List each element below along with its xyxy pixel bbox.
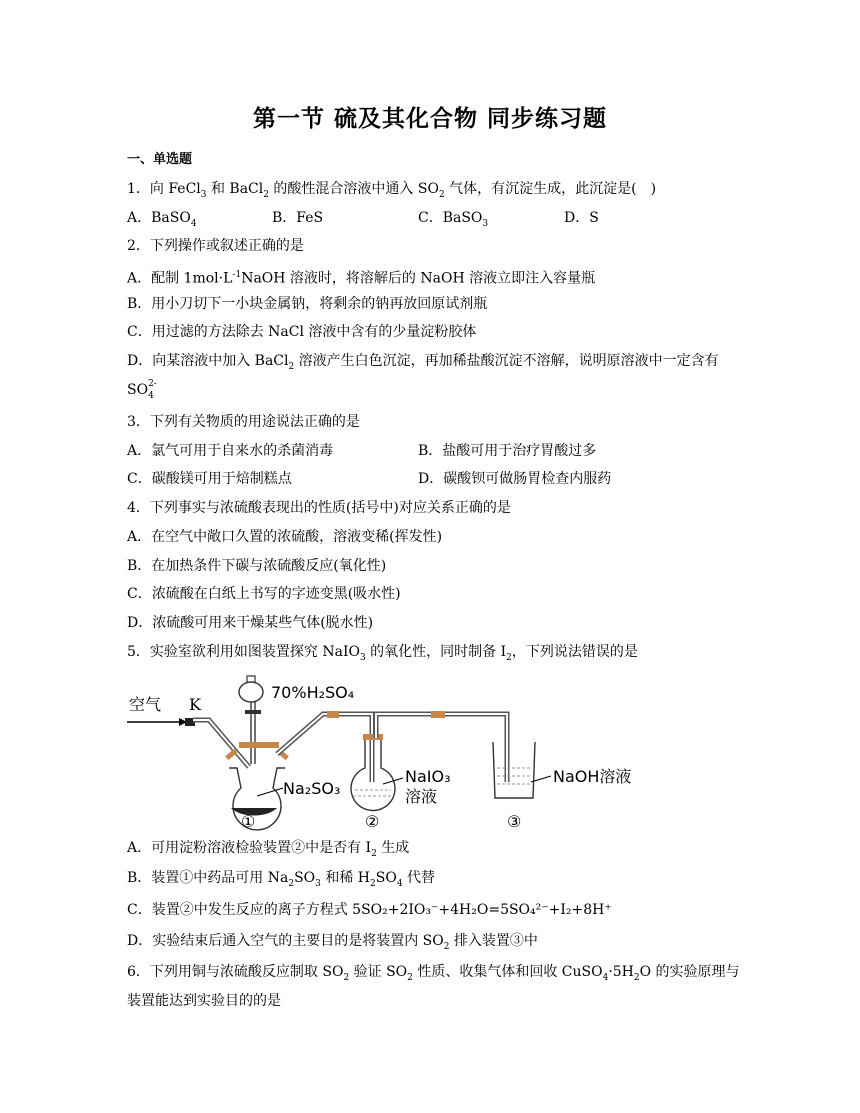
- section-heading: 一、单选题: [127, 152, 193, 167]
- question-1-option-c: C．BaSO$_3$: [418, 210, 489, 229]
- naio3-solution-label: 溶液: [405, 787, 438, 806]
- question-6-stem: 6．下列用铜与浓硫酸反应制取 $SO_2$ 验证 $SO_2$ 性质、收集气体和回收 $CuSO_4\cdot 5H_2O$ 的实验原理与: [127, 964, 740, 983]
- question-3-option-c: C．碳酸镁可用于焙制糕点: [127, 471, 292, 487]
- question-2-option-d: D．向某溶液中加入 BaCl$_2$ 溶液产生白色沉淀，再加稀盐酸沉淀不溶解，说明原溶液中一定含有: [127, 353, 719, 372]
- question-2-option-a: A．配制 $1mol\cdot L^{-1}NaOH$ 溶液时，将溶解后的 NaOH 溶液立即注入容量瓶: [127, 270, 596, 287]
- number-3: ③: [507, 812, 522, 831]
- stopper-1: [239, 742, 279, 748]
- na2so3-label: Na₂SO₃: [283, 779, 341, 798]
- acid-label: 70%H₂SO₄: [271, 683, 355, 702]
- funnel-stopcock: [245, 710, 261, 714]
- question-4-option-b: B．在加热条件下碳与浓硫酸反应(氧化性): [127, 558, 387, 574]
- number-1: ①: [241, 812, 256, 831]
- question-5-option-d: D．实验结束后通入空气的主要目的是将装置内 $SO_2$ 排入装置③中: [127, 933, 538, 952]
- question-2-stem: 2．下列操作或叙述正确的是: [127, 238, 304, 254]
- question-2-option-c: C．用过滤的方法除去 NaCl 溶液中含有的少量淀粉胶体: [127, 324, 477, 340]
- question-4-stem: 4．下列事实与浓硫酸表现出的性质(括号中)对应关系正确的是: [127, 500, 511, 516]
- question-3-option-b: B．盐酸可用于治疗胃酸过多: [418, 443, 597, 459]
- question-1-option-b: B．FeS: [272, 210, 324, 226]
- number-2: ②: [365, 812, 380, 831]
- question-2-option-b: B．用小刀切下一小块金属钠，将剩余的钠再放回原试剂瓶: [127, 296, 488, 312]
- question-4-option-d: D．浓硫酸可用来干燥某些气体(脱水性): [127, 615, 374, 631]
- flask-1: [229, 768, 285, 830]
- question-3-stem: 3．下列有关物质的用途说法正确的是: [127, 414, 360, 430]
- question-5-stem: 5．实验室欲利用如图装置探究 NaIO$_3$ 的氧化性，同时制备 $I_2$，下列说法错误的是: [127, 644, 638, 663]
- question-4-option-c: C．浓硫酸在白纸上书写的字迹变黑(吸水性): [127, 586, 401, 602]
- beaker-3: [493, 742, 535, 798]
- naoh-label: NaOH溶液: [553, 767, 632, 786]
- air-label: 空气: [129, 695, 162, 714]
- valve-label: K: [189, 695, 201, 714]
- question-3-option-d: D．碳酸钡可做肠胃检查内服药: [418, 471, 612, 487]
- question-1-option-a: A．BaSO$_4$: [127, 210, 197, 229]
- stopper-2: [363, 734, 383, 740]
- question-2-option-d-cont: SO 2- 4: [127, 379, 157, 401]
- question-3-option-a: A．氯气可用于自来水的杀菌消毒: [127, 443, 334, 459]
- question-5-option-a: A．可用淀粉溶液检验装置②中是否有 $I_2$ 生成: [127, 840, 410, 859]
- question-1-option-d: D．S: [564, 210, 599, 226]
- question-5-option-b: B．装置①中药品可用 $Na_2SO_3$ 和稀 $H_2SO_4$ 代替: [127, 870, 435, 889]
- separatory-funnel: [239, 682, 263, 702]
- page-title: 第一节 硫及其化合物 同步练习题: [252, 106, 607, 132]
- question-4-option-a: A．在空气中敞口久置的浓硫酸，溶液变稀(挥发性): [127, 529, 443, 545]
- apparatus-figure: [127, 672, 647, 832]
- naio3-label: NaIO₃: [405, 767, 451, 786]
- question-1-stem: 1．向 FeCl$_3$ 和 BaCl$_2$ 的酸性混合溶液中通入 $SO_2$ 气体，有沉淀生成，此沉淀是( ): [127, 181, 657, 200]
- question-5-option-c: C．装置②中发生反应的离子方程式 5SO₂+2IO₃⁻+4H₂O=5SO₄²⁻+I₂+8H⁺: [127, 902, 612, 918]
- question-6-stem-cont: 装置能达到实验目的的是: [127, 993, 281, 1009]
